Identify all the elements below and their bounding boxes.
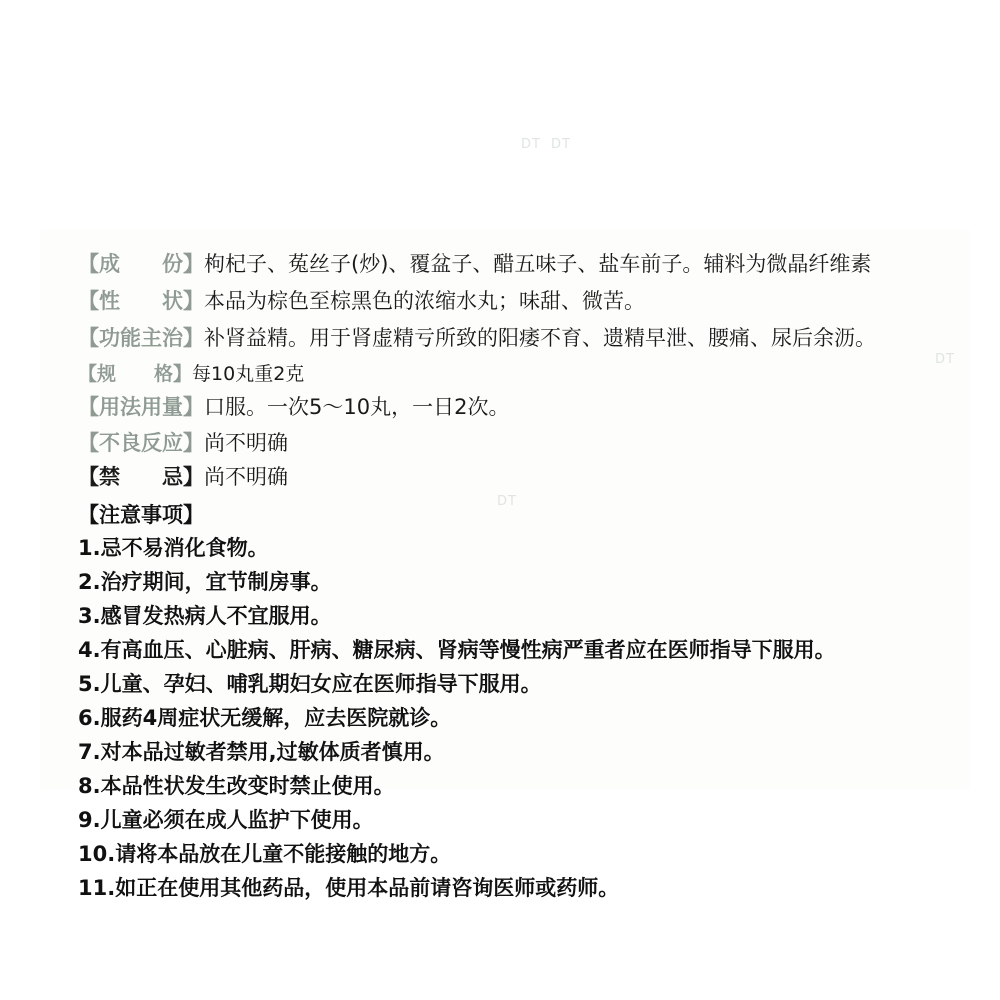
list-item: 11.如正在使用其他药品，使用本品前请咨询医师或药师。 <box>78 876 620 900</box>
list-item: 7.对本品过敏者禁用,过敏体质者慎用。 <box>78 740 445 764</box>
watermark-text: DT <box>497 494 517 509</box>
field-value-adverse-reactions: 尚不明确 <box>204 432 288 455</box>
field-value-indications: 补肾益精。用于肾虚精亏所致的阳痿不育、遗精早泄、腰痛、尿后余沥。 <box>204 327 876 350</box>
list-item: 5.儿童、孕妇、哺乳期妇女应在医师指导下服用。 <box>78 672 542 696</box>
notice-heading: 【注意事项】 <box>78 503 204 527</box>
field-value-description: 本品为棕色至棕黑色的浓缩水丸；味甜、微苦。 <box>204 290 645 313</box>
field-label-description: 【性 状】 <box>78 289 204 313</box>
field-label-ingredients: 【成 份】 <box>78 252 204 276</box>
field-row-indications <box>78 322 968 352</box>
list-item: 1.忌不易消化食物。 <box>78 536 269 560</box>
list-item: 3.感冒发热病人不宜服用。 <box>78 604 332 628</box>
field-label-specification: 【规 格】 <box>78 363 193 385</box>
list-item: 9.儿童必须在成人监护下使用。 <box>78 808 374 832</box>
field-label-dosage: 【用法用量】 <box>78 395 204 419</box>
notice-list <box>78 538 968 899</box>
field-row-specification <box>78 359 968 386</box>
field-row-adverse-reactions <box>78 427 968 457</box>
field-label-adverse-reactions: 【不良反应】 <box>78 431 204 455</box>
list-item: 8.本品性状发生改变时禁止使用。 <box>78 774 395 798</box>
list-item: 10.请将本品放在儿童不能接触的地方。 <box>78 842 452 866</box>
list-item: 2.治疗期间，宜节制房事。 <box>78 570 332 594</box>
field-value-contraindications: 尚不明确 <box>204 466 288 489</box>
list-item: 4.有高血压、心脏病、肝病、糖尿病、肾病等慢性病严重者应在医师指导下服用。 <box>78 638 836 662</box>
field-row-dosage <box>78 391 968 421</box>
watermark-text: DT <box>521 137 541 152</box>
field-row-ingredients <box>78 248 968 278</box>
field-row-contraindications <box>78 461 968 491</box>
field-value-ingredients: 枸杞子、菟丝子(炒)、覆盆子、醋五味子、盐车前子。辅料为微晶纤维素 <box>204 253 872 276</box>
field-value-specification: 每10丸重2克 <box>192 364 305 385</box>
field-value-dosage: 口服。一次5～10丸，一日2次。 <box>204 396 510 419</box>
field-label-contraindications: 【禁 忌】 <box>78 465 204 489</box>
field-row-description <box>78 285 968 315</box>
watermark-text: DT <box>551 137 571 152</box>
list-item: 6.服药4周症状无缓解，应去医院就诊。 <box>78 706 452 730</box>
label-content <box>78 248 968 912</box>
field-label-indications: 【功能主治】 <box>78 326 204 350</box>
watermark-text: DT <box>935 352 955 367</box>
